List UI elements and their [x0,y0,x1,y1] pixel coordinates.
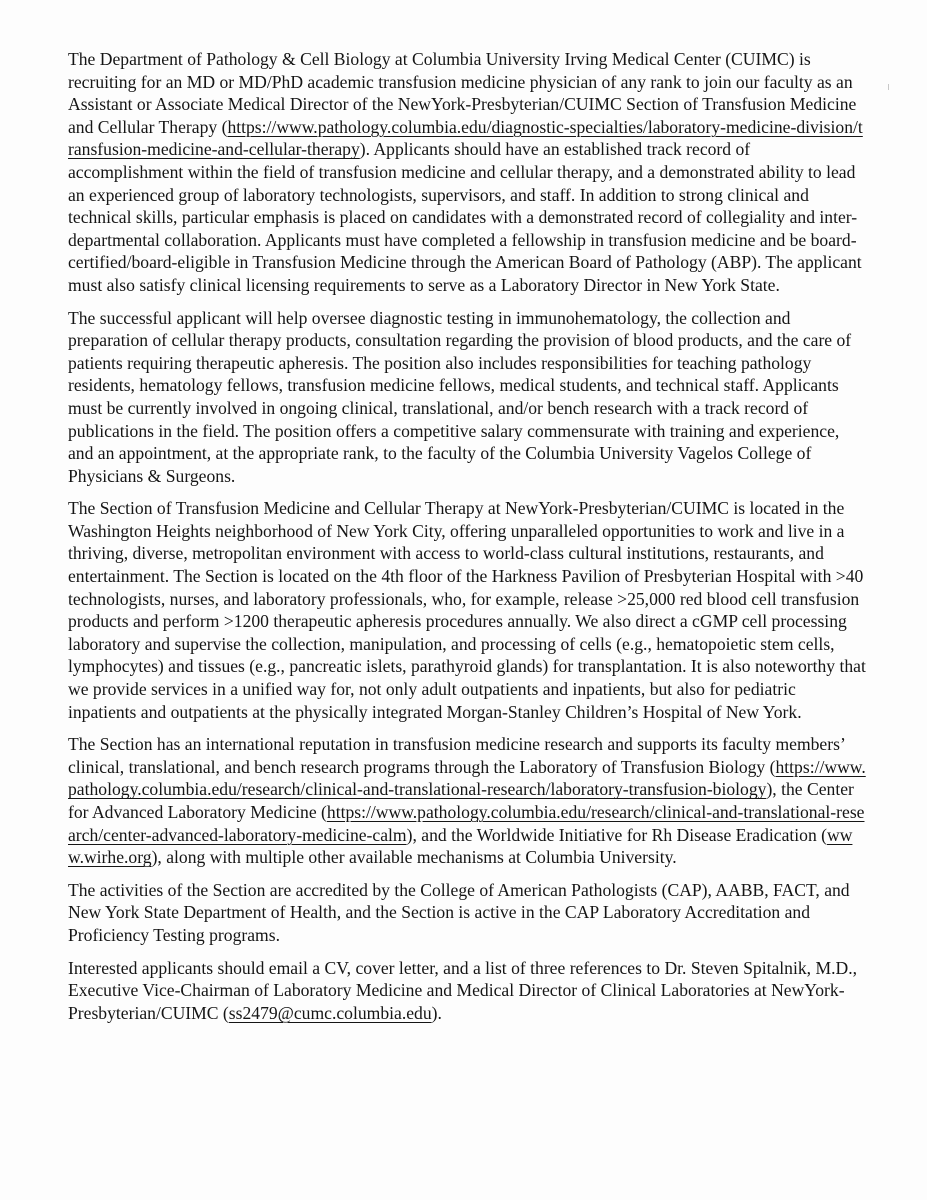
calm-link[interactable]: https://www.pathology.columbia.edu/research/clinical-and-translational-research/center-advanced-laboratory-medicine-calm [68,802,865,845]
job-posting-body [68,48,868,1034]
transfusion-biology-link[interactable]: https://www.pathology.columbia.edu/research/clinical-and-translational-research/laboratory-transfusion-biology [68,756,866,800]
scan-artifact-mark [888,84,889,90]
p4-text-4: ), along with multiple other available mechanisms at Columbia University. [151,847,677,868]
p4-text-3: ), and the Worldwide Initiative for Rh Disease Eradication ( [406,824,828,845]
p4-text-2: ), the Center for Advanced Laboratory Medicine ( [68,779,854,822]
paragraph-accreditation: The activities of the Section are accredited by the College of American Pathologists (CAP), AABB, FACT, and New York State Department of Health, and the Section is active in the CAP Laboratory Accreditation and Proficiency Testing programs. [68,879,850,945]
paragraph-application-instructions [68,957,868,1025]
p6-text-2: ). [431,1002,442,1023]
section-website-link[interactable]: https://www.pathology.columbia.edu/diagnostic-specialties/laboratory-medicine-division/transfusion-medicine-and-cellular-therapy [68,116,863,160]
paragraph-research-reputation [68,733,868,869]
paragraph-responsibilities: The successful applicant will help oversee diagnostic testing in immunohematology, the collection and preparation of cellular therapy products, consultation regarding the provision of blood products, and the care of patients requiring therapeutic apheresis. The position also includes responsibilities for teaching pathology residents, hematology fellows, transfusion medicine fellows, medical students, and technical staff. Applicants must be currently involved in ongoing clinical, translational, and/or bench research with a track record of publications in the field. The position offers a competitive salary commensurate with training and experience, and an appointment, at the appropriate rank, to the faculty of the Columbia University Vagelos College of Physicians & Surgeons. [68,307,852,486]
paragraph-section-location: The Section of Transfusion Medicine and Cellular Therapy at NewYork-Presbyterian/CUIMC is located in the Washington Heights neighborhood of New York City, offering unparalleled opportunities to work and live in a thriving, diverse, metropolitan environment with access to world-class cultural institutions, restaurants, and entertainment. The Section is located on the 4th floor of the Harkness Pavilion of Presbyterian Hospital with >40 technologists, nurses, and laboratory professionals, who, for example, release >25,000 red blood cell transfusion products and perform >1200 therapeutic apheresis procedures annually. We also direct a cGMP cell processing laboratory and supervise the collection, manipulation, and processing of cells (e.g., hematopoietic stem cells, lymphocytes) and tissues (e.g., pancreatic islets, parathyroid glands) for transplantation. It is also noteworthy that we provide services in a unified way for, not only adult outpatients and inpatients, but also for pediatric inpatients and outpatients at the physically integrated Morgan-Stanley Children’s Hospital of New York. [68,498,866,722]
contact-email-link[interactable]: ss2479@cumc.columbia.edu [228,1002,432,1023]
p1-text-1: The Department of Pathology & Cell Biology at Columbia University Irving Medical Center (CUIMC) is recruiting for an MD or MD/PhD academic transfusion medicine physician of any rank to join our faculty as an Assistant or Associate Medical Director of the NewYork-Presbyterian/CUIMC Section of Transfusion Medicine and Cellular Therapy ( [68,49,857,137]
p6-text-1: Interested applicants should email a CV, cover letter, and a list of three references to Dr. Steven Spitalnik, M.D., Executive Vice-Chairman of Laboratory Medicine and Medical Director of Clinical Laboratories at NewYork-Presbyterian/CUIMC ( [68,957,857,1023]
p1-text-2: ). Applicants should have an established track record of accomplishment within the field of transfusion medicine and cellular therapy, and a demonstrated ability to lead an experienced group of laboratory technologists, supervisors, and staff. In addition to strong clinical and technical skills, particular emphasis is placed on candidates with a demonstrated record of collegiality and inter-departmental collaboration. Applicants must have completed a fellowship in transfusion medicine and be board-certified/board-eligible in Transfusion Medicine through the American Board of Pathology (ABP). The applicant must also satisfy clinical licensing requirements to serve as a Laboratory Director in New York State. [68,139,862,295]
paragraph-position-overview [68,48,868,297]
wirhe-link[interactable]: www.wirhe.org [68,824,853,868]
p4-text-1: The Section has an international reputation in transfusion medicine research and supports its faculty members’ clinical, translational, and bench research programs through the Laboratory of Transfusion Biology ( [68,734,845,777]
